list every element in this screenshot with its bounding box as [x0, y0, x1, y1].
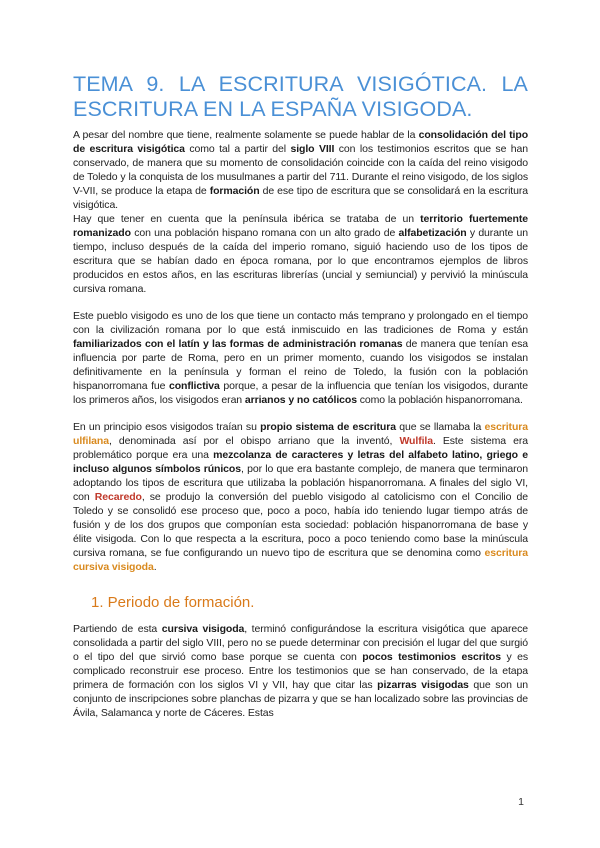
highlight-name: Wulfila [399, 435, 433, 447]
text-span: Este pueblo visigodo es uno de los que tiene un contacto más temprano y prolongado en el tiempo con la civilización romana por lo que está inmiscuido en las tradiciones de Roma y están [73, 310, 528, 336]
page-title: TEMA 9. LA ESCRITURA VISIGÓTICA. LA ESCRITURA EN LA ESPAÑA VISIGODA. [73, 72, 528, 121]
paragraph-5 [73, 622, 528, 720]
text-span: En un principio esos visigodos traían su [73, 421, 261, 433]
text-span: . Este sistema era problemático porque era una [73, 435, 528, 461]
text-span: con los testimonios escritos que se han conservado, de manera que su momento de consolidación coincide con la caída del reino visigodo de Toledo y la conquista de los musulmanes a partir del 711. Durante el reino visigodo, de los siglos V-VII, se produce la etapa de [73, 143, 528, 197]
page-number: 1 [518, 796, 524, 808]
text-span: que son un conjunto de inscripciones sobre planchas de pizarra y que se han localizado sobre las provincias de Ávila, Salamanca y norte de Cáceres. Estas [73, 679, 529, 719]
paragraph-4 [73, 420, 528, 574]
bold-term: pocos testimonios escritos [362, 651, 501, 663]
text-span: como tal a partir del [184, 143, 291, 155]
text-span: con una población hispano romana con un alto grado de [130, 227, 399, 239]
bold-term: pizarras visigodas [377, 679, 469, 691]
paragraph-2 [73, 212, 528, 296]
text-span: y es complicado reconstruir ese proceso. Entre los testimonios que se han conservado, de la etapa primera de formación con los siglos VI y VII, hay que citar las [73, 651, 528, 691]
text-span: . [153, 561, 157, 573]
text-span: , terminó configurándose la escritura visigótica que aparece consolidada a partir del siglo VIII, pero no se puede determinar con precisión el lugar del que surgió o el tipo del que sirvió como base porque se cuenta con [73, 623, 528, 663]
bold-term: alfabetización [398, 227, 467, 239]
text-span: , por lo que era bastante complejo, de manera que terminaron adoptando los tipos de escritura que utilizaba la población hispanorromana. A finales del siglo VI, con [73, 463, 529, 503]
bold-term: conflictiva [168, 380, 220, 392]
paragraph-3 [73, 309, 528, 407]
highlight-term: escritura ulfilana [73, 421, 528, 447]
bold-term: consolidación del tipo de escritura visigótica [73, 129, 529, 155]
bold-term: cursiva visigoda [161, 623, 245, 635]
highlight-term: escritura cursiva visigoda [73, 547, 528, 573]
text-span: A pesar del nombre que tiene, realmente solamente se puede hablar de la [73, 129, 419, 141]
bold-term: arrianos y no católicos [244, 394, 357, 406]
text-span: como la población hispanorromana. [356, 394, 523, 406]
bold-term: familiarizados con el latín y las formas de administración romanas [73, 338, 403, 350]
paragraph-1 [73, 128, 528, 212]
bold-term: propio sistema de escritura [260, 421, 396, 433]
text-span: de manera que tenían esa influencia por parte de Roma, pero en un primer momento, cuando los visigodos se instalan definitivamente en la península y forman el reino de Toledo, la fusión con la población hispanorromana fue [73, 338, 528, 392]
text-span: Hay que tener en cuenta que la península ibérica se trataba de un [73, 213, 421, 225]
text-span: Partiendo de esta [73, 623, 162, 635]
text-span: porque, a pesar de la influencia que tenían los visigodos, durante los primeros años, los visigodos eran [73, 380, 528, 406]
bold-term: territorio fuertemente romanizado [73, 213, 528, 239]
section-heading: 1. Periodo de formación. [91, 594, 255, 611]
highlight-name: Recaredo [94, 491, 142, 503]
text-span: , denominada así por el obispo arriano que la inventó, [108, 435, 400, 447]
text-span: de ese tipo de escritura que se consolidará en la escritura visigótica. [73, 185, 528, 211]
bold-term: mezcolanza de caracteres y letras del alfabeto latino, griego e incluso algunos símbolos rúnicos [73, 449, 528, 475]
text-span: que se llamaba la [395, 421, 485, 433]
text-span: y durante un tiempo, incluso después de la caída del imperio romano, siguió haciendo uso de los tipos de escritura que se habían dado en época romana, por lo que encontramos ejemplos de libros producidos en estos años, en las escrituras librerías (uncial y semiuncial) y pervivió la minúscula cursiva romana. [73, 227, 528, 295]
text-span: , se produjo la conversión del pueblo visigodo al catolicismo con el Concilio de Toledo y se consolidó ese proceso que, poco a poco, había ido teniendo lugar tiempo atrás de fusión y de los dos grupos que componían esta sociedad: población hispanorromana de base y élite visigoda. Con lo que respecta a la escritura, poco a poco teniendo como base la minúscula cursiva romana, se fue configurando un nuevo tipo de escritura que se denomina como [73, 491, 528, 559]
document-body [73, 128, 528, 720]
bold-term: formación [209, 185, 260, 197]
bold-term: siglo VIII [290, 143, 335, 155]
